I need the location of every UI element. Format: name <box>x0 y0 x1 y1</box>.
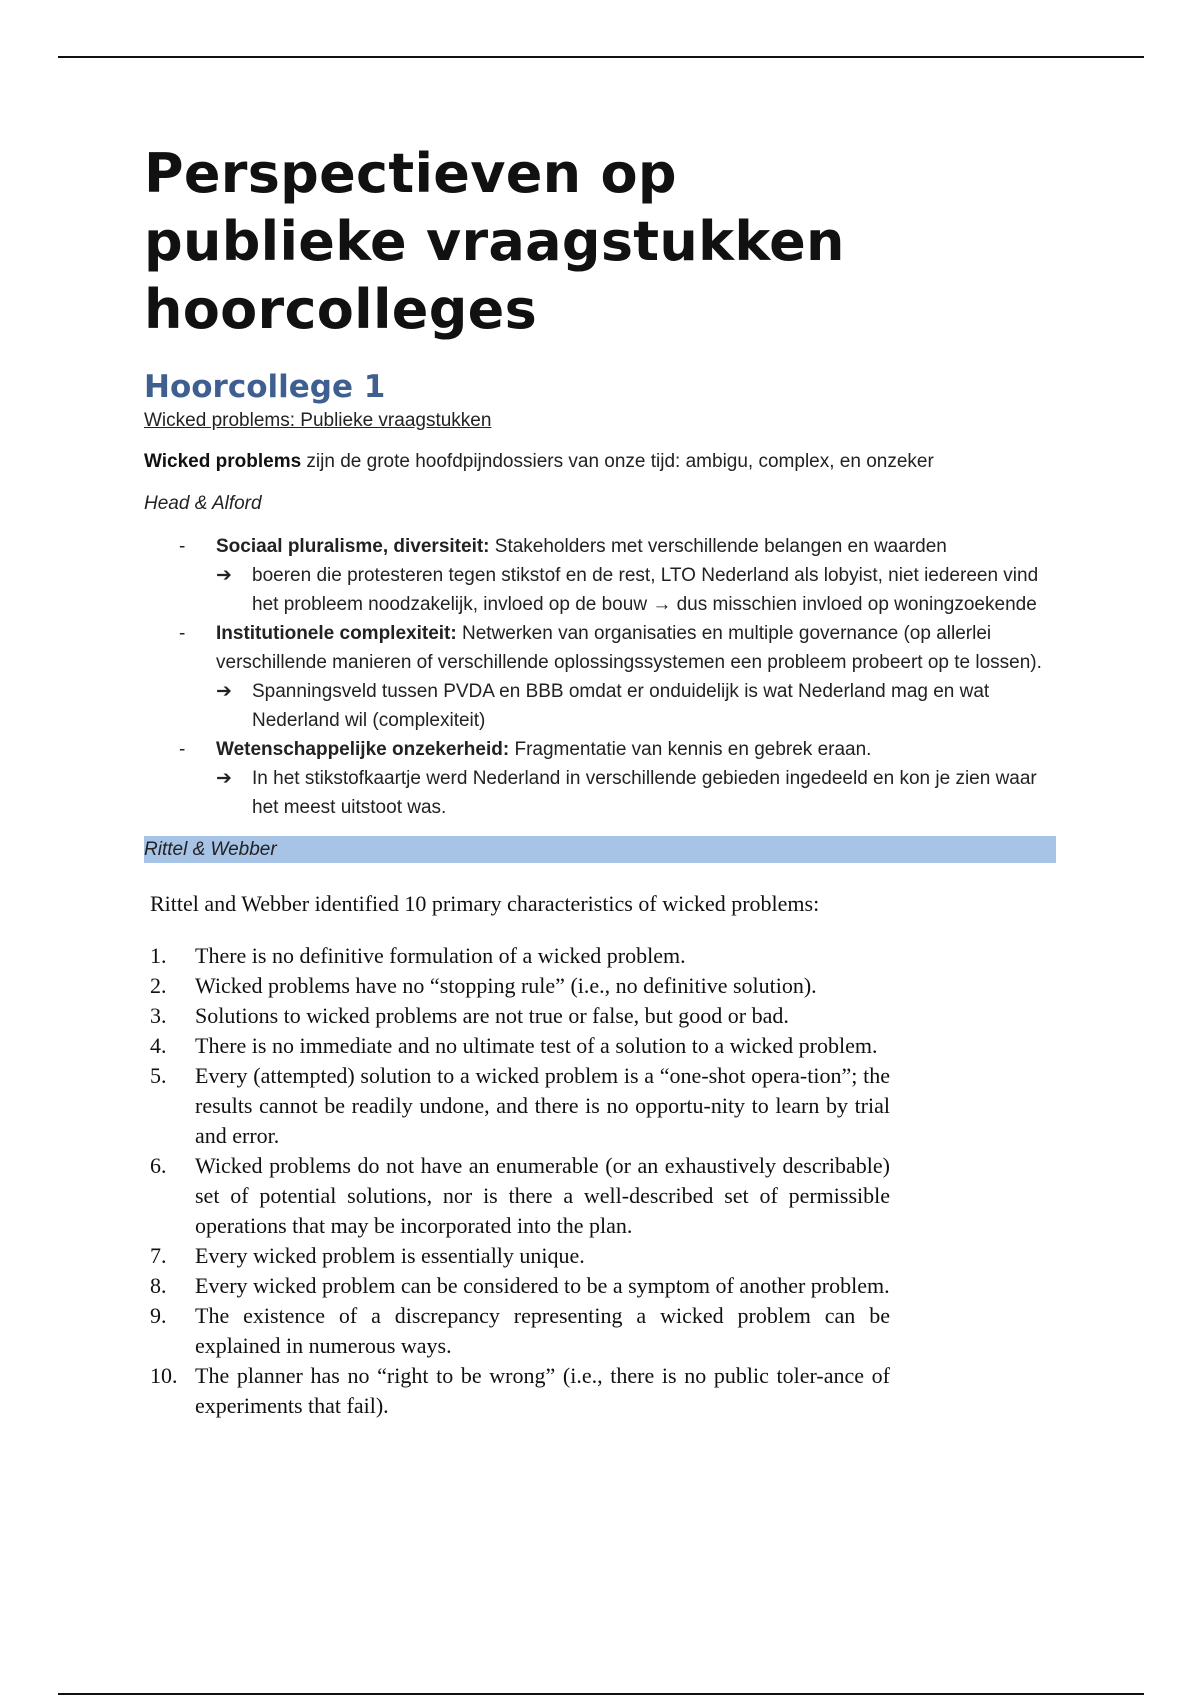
item-number: 4. <box>150 1033 167 1058</box>
bullet-text: Netwerken van organisaties en multiple governance (op allerlei verschillende manieren of verschillende oplossingssystemen een probleem probeert op te lossen). <box>216 623 1042 673</box>
list-item <box>150 1061 890 1151</box>
item-text: The existence of a discrepancy representing a wicked problem can be explained in numerous ways. <box>195 1303 890 1358</box>
scanned-excerpt <box>150 889 890 1421</box>
list-item <box>150 1361 890 1421</box>
section-heading: Hoorcollege 1 <box>144 369 386 405</box>
arrow-subitem <box>216 677 1056 735</box>
item-text: There is no definitive formulation of a wicked problem. <box>195 943 686 968</box>
list-item <box>150 1031 890 1061</box>
header-rule <box>58 56 1144 58</box>
list-item <box>144 735 1056 822</box>
item-text: Wicked problems have no “stopping rule” (i.e., no definitive solution). <box>195 973 817 998</box>
item-number: 1. <box>150 943 167 968</box>
bullet-term: Institutionele complexiteit: <box>216 623 457 644</box>
dash-marker: - <box>179 739 186 760</box>
arrow-subitem-text: boeren die protesteren tegen stikstof en de rest, LTO Nederland als lobyist, niet iedereen vind het probleem noodzakelijk, invloed op de bouw → dus misschien invloed op woningzoekende <box>252 565 1039 615</box>
item-number: 2. <box>150 973 167 998</box>
document-body <box>144 140 1056 1421</box>
characteristics-list <box>150 941 890 1421</box>
item-number: 6. <box>150 1153 167 1178</box>
item-text: Every wicked problem is essentially unique. <box>195 1243 585 1268</box>
list-item <box>150 971 890 1001</box>
list-item <box>150 1271 890 1301</box>
item-number: 7. <box>150 1243 167 1268</box>
arrow-subitem <box>216 561 1056 619</box>
authors-line: Head & Alford <box>144 493 262 514</box>
dash-marker: - <box>179 536 186 557</box>
list-item <box>150 1001 890 1031</box>
item-number: 5. <box>150 1063 167 1088</box>
section-subheading: Wicked problems: Publieke vraagstukken <box>144 410 492 431</box>
arrow-subitem-text: Spanningsveld tussen PVDA en BBB omdat er onduidelijk is wat Nederland mag en wat Nederland wil (complexiteit) <box>252 681 990 731</box>
dash-marker: - <box>179 623 186 644</box>
item-text: Every (attempted) solution to a wicked problem is a “one-shot opera-tion”; the results cannot be readily undone, and there is no opportu-nity to learn by trial and error. <box>195 1063 890 1148</box>
excerpt-intro: Rittel and Webber identified 10 primary characteristics of wicked problems: <box>150 891 820 916</box>
intro-paragraph <box>144 448 1056 476</box>
footer-rule <box>58 1693 1144 1695</box>
list-item <box>150 1301 890 1361</box>
bullet-text: Fragmentatie van kennis en gebrek eraan. <box>509 739 872 760</box>
item-text: Every wicked problem can be considered to be a symptom of another problem. <box>195 1273 890 1298</box>
list-item <box>144 532 1056 619</box>
bullet-term: Sociaal pluralisme, diversiteit: <box>216 536 490 557</box>
item-text: The planner has no “right to be wrong” (i.e., there is no public toler-ance of experiments that fail). <box>195 1363 890 1418</box>
arrow-subitem-text: In het stikstofkaartje werd Nederland in verschillende gebieden ingedeeld en kon je zien waar het meest uitstoot was. <box>252 768 1037 818</box>
document-title: Perspectieven op publieke vraagstukken hoorcolleges <box>144 142 845 341</box>
intro-term: Wicked problems <box>144 451 302 472</box>
item-text: Wicked problems do not have an enumerable (or an exhaustively describable) set of potential solutions, nor is there a well-described set of permissible operations that may be incorporated into the plan. <box>195 1153 890 1238</box>
bullet-term: Wetenschappelijke onzekerheid: <box>216 739 510 760</box>
intro-text: zijn de grote hoofdpijndossiers van onze tijd: ambigu, complex, en onzeker <box>301 451 934 472</box>
list-item <box>150 1241 890 1271</box>
item-number: 8. <box>150 1273 167 1298</box>
highlighted-heading: Rittel & Webber <box>144 836 1056 863</box>
list-item <box>150 1151 890 1241</box>
item-text: Solutions to wicked problems are not true or false, but good or bad. <box>195 1003 789 1028</box>
list-item <box>144 619 1056 735</box>
item-number: 10. <box>150 1363 178 1388</box>
list-item <box>150 941 890 971</box>
item-number: 3. <box>150 1003 167 1028</box>
arrow-subitem <box>216 764 1056 822</box>
arrow-right-icon: ➔ <box>216 681 232 702</box>
bullet-list <box>144 532 1056 822</box>
item-text: There is no immediate and no ultimate test of a solution to a wicked problem. <box>195 1033 878 1058</box>
arrow-right-icon: ➔ <box>216 768 232 789</box>
arrow-right-icon: ➔ <box>216 565 232 586</box>
item-number: 9. <box>150 1303 167 1328</box>
bullet-text: Stakeholders met verschillende belangen en waarden <box>489 536 947 557</box>
